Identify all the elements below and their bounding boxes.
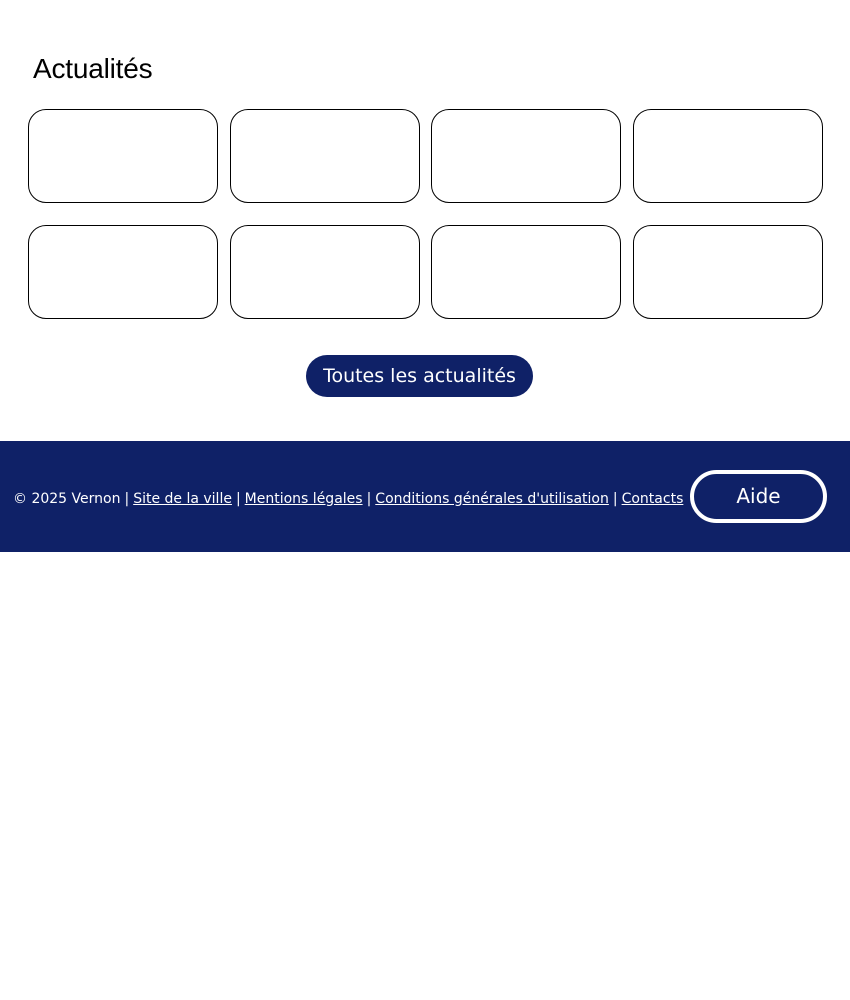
city-site-link[interactable]: Site de la ville (133, 491, 232, 507)
news-card-3[interactable] (431, 109, 621, 203)
news-card-8[interactable] (633, 225, 823, 319)
news-card-7[interactable] (431, 225, 621, 319)
contacts-link[interactable]: Contacts (621, 491, 684, 507)
copyright-text: © 2025 Vernon (13, 491, 121, 507)
news-card-6[interactable] (230, 225, 420, 319)
help-button[interactable]: Aide (690, 470, 827, 523)
footer-separator: | (235, 491, 241, 507)
legal-notice-link[interactable]: Mentions légales (244, 491, 363, 507)
news-card-5[interactable] (28, 225, 218, 319)
footer-separator: | (612, 491, 618, 507)
news-card-1[interactable] (28, 109, 218, 203)
footer (0, 441, 850, 552)
footer-links (13, 489, 683, 509)
news-card-2[interactable] (230, 109, 420, 203)
section-title: Actualités (33, 53, 153, 84)
news-grid (28, 109, 823, 319)
footer-separator: | (366, 491, 372, 507)
news-card-4[interactable] (633, 109, 823, 203)
terms-of-use-link[interactable]: Conditions générales d'utilisation (375, 491, 609, 507)
footer-separator: | (124, 491, 130, 507)
all-news-button[interactable]: Toutes les actualités (306, 355, 533, 397)
